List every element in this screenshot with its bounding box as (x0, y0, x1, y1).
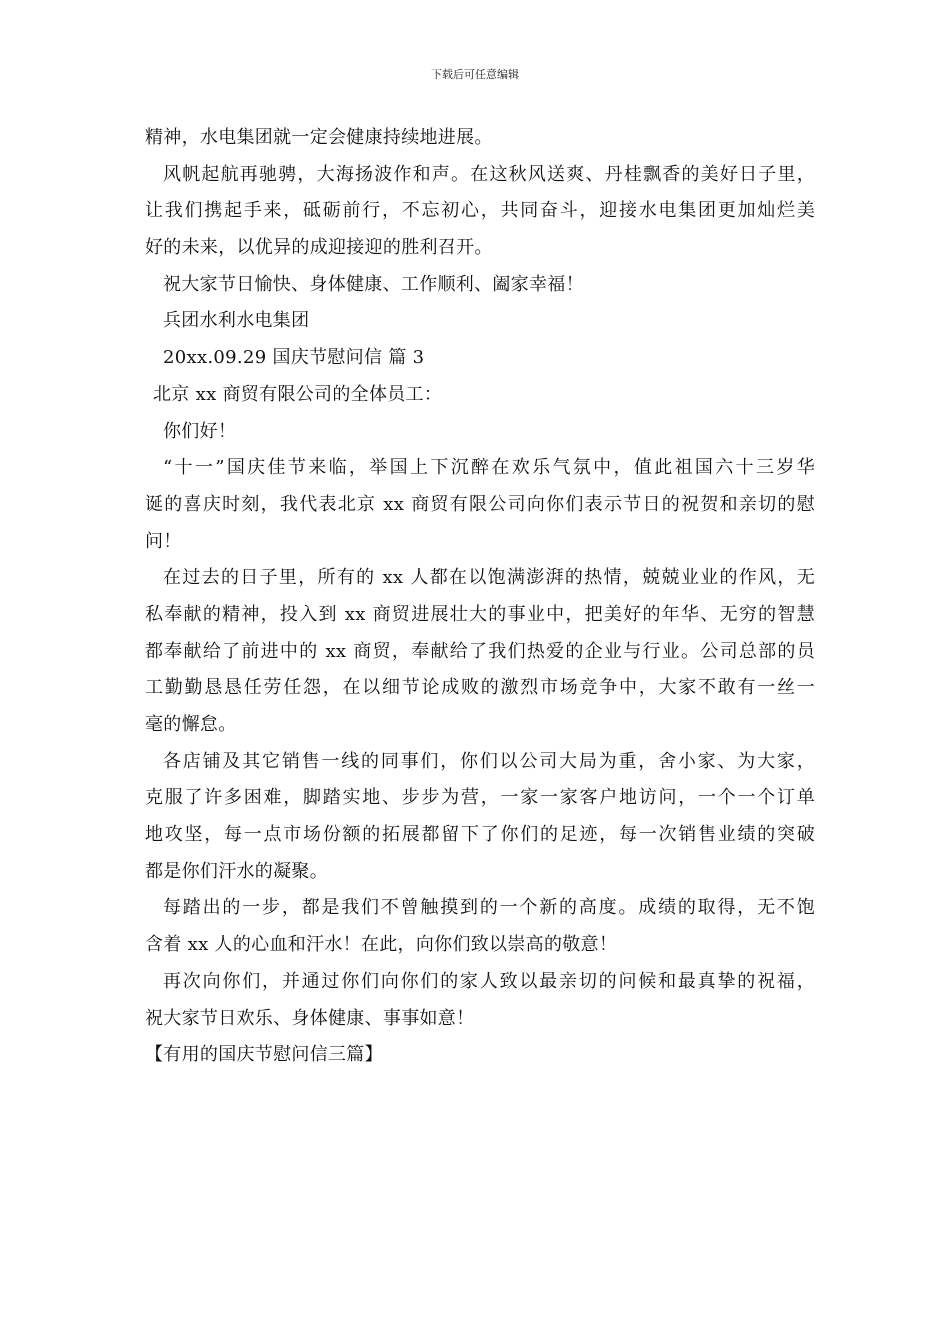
text-line: 在过去的日子里，所有的 xx 人都在以饱满澎湃的热情，兢兢业业的作风，无 (163, 567, 815, 589)
text-line: 克服了许多困难，脚踏实地、步步为营，一家一家客户地访问，一个一个订单 (145, 787, 815, 809)
text-line: 好的未来，以优异的成迎接迎的胜利召开。 (145, 237, 493, 259)
text-line: 私奉献的精神，投入到 xx 商贸进展壮大的事业中，把美好的年华、无穷的智慧 (145, 603, 815, 625)
text-line: 诞的喜庆时刻，我代表北京 xx 商贸有限公司向你们表示节日的祝贺和亲切的慰 (145, 493, 815, 515)
text-line: 让我们携起手来，砥砺前行，不忘初心，共同奋斗，迎接水电集团更加灿烂美 (145, 200, 815, 222)
text-line: 精神，水电集团就一定会健康持续地进展。 (145, 127, 493, 148)
text-line: 都是你们汗水的凝聚。 (145, 860, 328, 882)
salutation: 北京 xx 商贸有限公司的全体员工： (153, 383, 443, 405)
text-line: 工勤勤恳恳任劳任怨，在以细节论成败的激烈市场竞争中，大家不敢有一丝一 (145, 677, 815, 699)
greeting: 你们好！ (163, 420, 237, 442)
text-line: 祝大家节日愉快、身体健康、工作顺利、阖家幸福！ (163, 273, 584, 295)
page-header: 下载后可任意编辑 (431, 68, 519, 81)
text-line: 毫的懈怠。 (145, 714, 237, 735)
document-body (145, 120, 815, 1074)
text-line: “十一”国庆佳节来临，举国上下沉醉在欢乐气氛中，值此祖国六十三岁华 (163, 457, 815, 479)
signature-line: 兵团水利水电集团 (163, 310, 310, 332)
text-line: 祝大家节日欢乐、身体健康、事事如意！ (145, 1007, 475, 1029)
text-line: 再次向你们，并通过你们向你们的家人致以最亲切的问候和最真挚的祝福， (163, 970, 815, 992)
text-line: 地攻坚，每一点市场份额的拓展都留下了你们的足迹，每一次销售业绩的突破 (145, 824, 815, 846)
text-line: 问！ (145, 530, 182, 552)
text-line: 各店铺及其它销售一线的同事们，你们以公司大局为重，舍小家、为大家， (163, 750, 815, 772)
letter-heading: 20xx.09.29 国庆节慰问信 篇 3 (163, 347, 425, 369)
text-line: 含着 xx 人的心血和汗水！在此，向你们致以崇高的敬意！ (145, 934, 618, 956)
text-line: 风帆起航再驰骋，大海扬波作和声。在这秋风送爽、丹桂飘香的美好日子里， (163, 163, 815, 185)
section-title: 【有用的国庆节慰问信三篇】 (145, 1044, 383, 1066)
text-line: 每踏出的一步，都是我们不曾触摸到的一个新的高度。成绩的取得，无不饱 (163, 897, 815, 919)
text-line: 都奉献给了前进中的 xx 商贸，奉献给了我们热爱的企业与行业。公司总部的员 (145, 640, 815, 662)
